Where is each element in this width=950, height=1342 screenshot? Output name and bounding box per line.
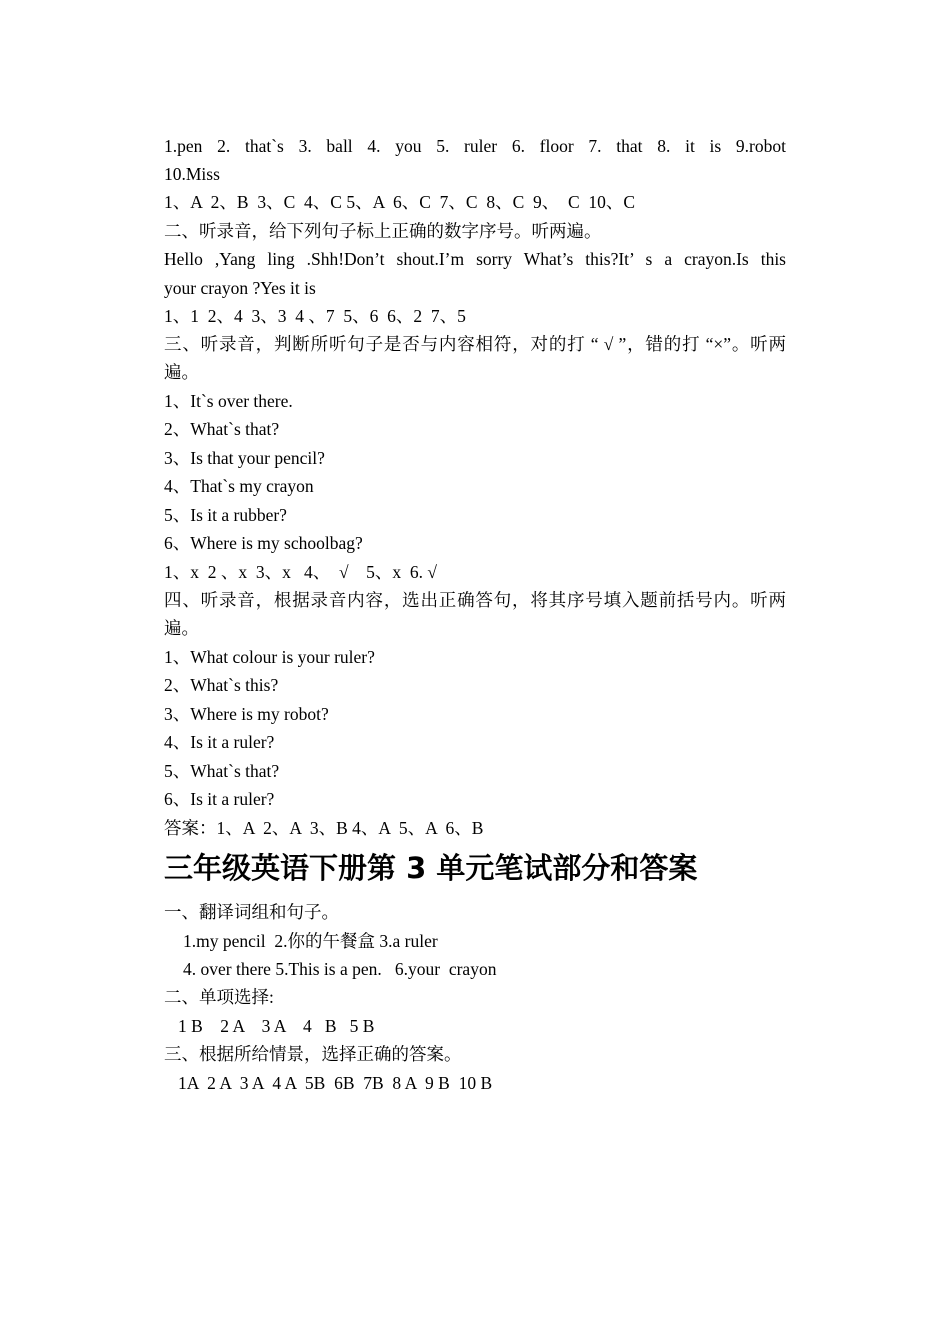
section-2-title: 二、听录音，给下列句子标上正确的数字序号。听两遍。: [164, 221, 602, 241]
listening-answers-line-1: 1.pen 2. that`s 3. ball 4. you 5. ruler 6. floor 7. that 8. it is 9.robot: [164, 136, 786, 156]
listening-answers-line-2: 10.Miss: [164, 164, 220, 184]
section-3-item: 3、Is that your pencil?: [164, 448, 325, 468]
section-4-answers: 答案：1、A 2、A 3、B 4、A 5、A 6、B: [164, 818, 484, 838]
part-1-line-1: 1.my pencil 2.你的午餐盒 3.a ruler: [183, 931, 438, 951]
section-3-title-line-2: 遍。: [164, 362, 199, 382]
part-1-title: 一、翻译词组和句子。: [164, 902, 339, 922]
section-4-item: 5、What`s that?: [164, 761, 280, 781]
part-3-answers: 1A 2 A 3 A 4 A 5B 6B 7B 8 A 9 B 10 B: [178, 1073, 493, 1093]
part-1-line-2: 4. over there 5.This is a pen. 6.your crayon: [183, 959, 497, 979]
section-2-script-line-1: Hello ,Yang ling .Shh!Don’t shout.I’m sorry What’s this?It’ s a crayon.Is this: [164, 249, 786, 269]
written-part-heading: 三年级英语下册第 3 单元笔试部分和答案: [164, 851, 698, 885]
section-4-item: 4、Is it a ruler?: [164, 732, 275, 752]
section-3-item: 1、It`s over there.: [164, 391, 293, 411]
section-3-title-line-1: 三、听录音，判断所听句子是否与内容相符，对的打 “ √ ”，错的打 “×”。听两: [164, 334, 786, 354]
section-4-item: 6、Is it a ruler?: [164, 789, 275, 809]
section-3-item: 2、What`s that?: [164, 419, 280, 439]
section-3-answers: 1、x 2 、x 3、x 4、 √ 5、x 6. √: [164, 562, 437, 582]
section-4-title-line-1: 四、听录音，根据录音内容，选出正确答句，将其序号填入题前括号内。听两: [164, 590, 786, 610]
part-2-title: 二、单项选择:: [164, 987, 274, 1007]
section-4-item: 1、What colour is your ruler?: [164, 647, 375, 667]
part-3-title: 三、根据所给情景，选择正确的答案。: [164, 1044, 462, 1064]
section-3-item: 6、Where is my schoolbag?: [164, 533, 363, 553]
part-2-answers: 1 B 2 A 3 A 4 B 5 B: [178, 1016, 375, 1036]
section-4-item: 3、Where is my robot?: [164, 704, 329, 724]
section-4-title-line-2: 遍。: [164, 618, 199, 638]
section-2-answers: 1、1 2、4 3、3 4 、7 5、6 6、2 7、5: [164, 306, 466, 326]
section-4-item: 2、What`s this?: [164, 675, 279, 695]
section-3-item: 5、Is it a rubber?: [164, 505, 287, 525]
section-2-script-line-2: your crayon ?Yes it is: [164, 278, 316, 298]
listening-answers-line-3: 1、A 2、B 3、C 4、C 5、A 6、C 7、C 8、C 9、 C 10、C: [164, 192, 636, 212]
section-3-item: 4、That`s my crayon: [164, 476, 314, 496]
